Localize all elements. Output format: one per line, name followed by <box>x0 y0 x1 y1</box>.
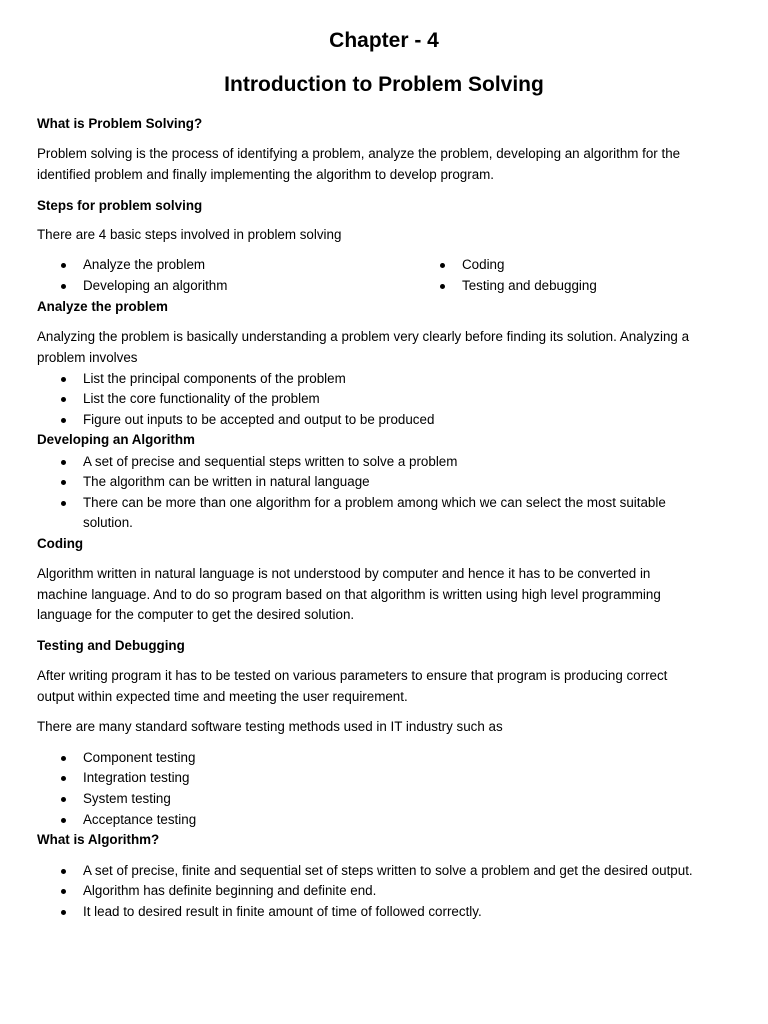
page-title: Introduction to Problem Solving <box>224 73 544 96</box>
steps-list-item: Analyze the problem <box>83 257 206 272</box>
developing-list-item-continuation: solution. <box>83 515 133 530</box>
developing-list-item: The algorithm can be written in natural language <box>83 474 370 489</box>
bullet-icon <box>61 869 66 874</box>
bullet-icon <box>61 501 66 506</box>
bullet-icon <box>61 818 66 823</box>
analyze-list-item: List the core functionality of the problem <box>83 391 320 406</box>
analyze-list-item: List the principal components of the problem <box>83 371 346 386</box>
bullet-icon <box>61 418 66 423</box>
analyze-paragraph-line-1: Analyzing the problem is basically understanding a problem very clearly before finding its solution. Analyzing a <box>37 329 690 344</box>
developing-heading: Developing an Algorithm <box>37 432 195 447</box>
coding-paragraph-line-3: language for the computer to get the desired solution. <box>37 607 355 622</box>
bullet-icon <box>61 263 66 268</box>
steps-list-item: Testing and debugging <box>462 278 597 293</box>
testing-list-item: System testing <box>83 791 171 806</box>
bullet-icon <box>61 480 66 485</box>
analyze-paragraph-line-2: problem involves <box>37 350 138 365</box>
analyze-list-item: Figure out inputs to be accepted and output to be produced <box>83 412 435 427</box>
coding-paragraph-line-2: machine language. And to do so program based on that algorithm is written using high level programming <box>37 587 661 602</box>
bullet-icon <box>61 889 66 894</box>
coding-heading: Coding <box>37 536 84 551</box>
bullet-icon <box>440 284 445 289</box>
steps-list-item: Coding <box>462 257 505 272</box>
bullet-icon <box>61 756 66 761</box>
analyze-heading: Analyze the problem <box>37 299 168 314</box>
bullet-icon <box>440 263 445 268</box>
steps-list-item: Developing an algorithm <box>83 278 228 293</box>
bullet-icon <box>61 797 66 802</box>
bullet-icon <box>61 776 66 781</box>
algorithm-list-item: Algorithm has definite beginning and definite end. <box>83 883 377 898</box>
testing-methods-intro: There are many standard software testing methods used in IT industry such as <box>37 719 503 734</box>
algorithm-list-item: A set of precise, finite and sequential set of steps written to solve a problem and get the desired output. <box>83 863 693 878</box>
bullet-icon <box>61 397 66 402</box>
what-is-problem-solving-heading: What is Problem Solving? <box>37 116 203 131</box>
what-is-paragraph-line-1: Problem solving is the process of identifying a problem, analyze the problem, developing an algorithm for the <box>37 146 681 161</box>
testing-list-item: Acceptance testing <box>83 812 197 827</box>
testing-heading: Testing and Debugging <box>37 638 185 653</box>
developing-list-item: A set of precise and sequential steps written to solve a problem <box>83 454 458 469</box>
what-is-paragraph-line-2: identified problem and finally implementing the algorithm to develop program. <box>37 167 495 182</box>
bullet-icon <box>61 910 66 915</box>
algorithm-list-item: It lead to desired result in finite amount of time of followed correctly. <box>83 904 482 919</box>
coding-paragraph-line-1: Algorithm written in natural language is not understood by computer and hence it has to be converted in <box>37 566 651 581</box>
algorithm-heading: What is Algorithm? <box>37 832 160 847</box>
testing-list-item: Integration testing <box>83 770 190 785</box>
testing-paragraph-line-2: output within expected time and meeting the user requirement. <box>37 689 408 704</box>
bullet-icon <box>61 284 66 289</box>
steps-intro: There are 4 basic steps involved in problem solving <box>37 227 342 242</box>
testing-paragraph-line-1: After writing program it has to be tested on various parameters to ensure that program is producing correct <box>37 668 668 683</box>
chapter-heading: Chapter - 4 <box>329 29 439 52</box>
testing-list-item: Component testing <box>83 750 196 765</box>
steps-heading: Steps for problem solving <box>37 198 203 213</box>
developing-list-item: There can be more than one algorithm for a problem among which we can select the most suitable <box>83 495 666 510</box>
bullet-icon <box>61 377 66 382</box>
bullet-icon <box>61 460 66 465</box>
